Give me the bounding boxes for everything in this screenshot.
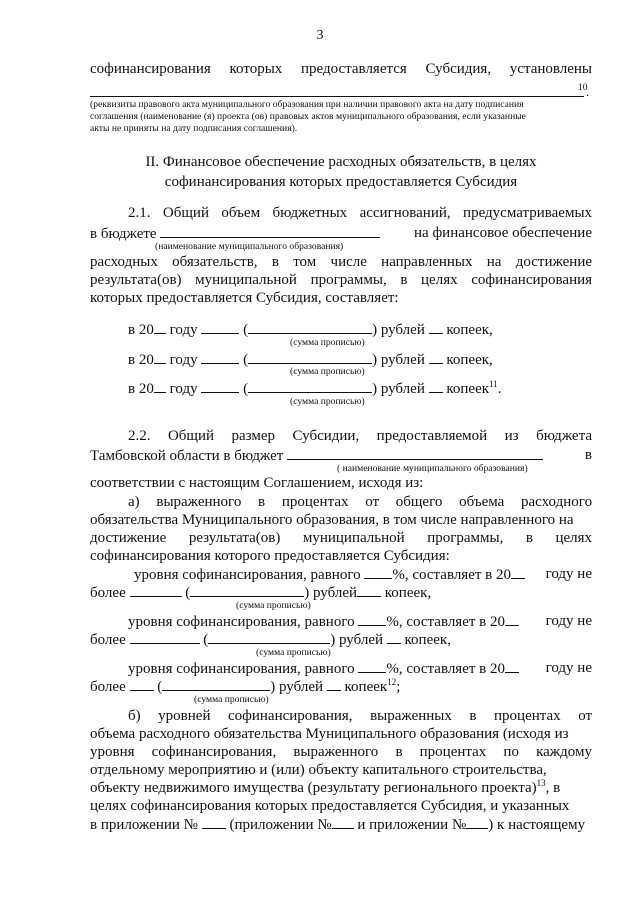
w: в bbox=[271, 254, 279, 270]
w: копеек bbox=[404, 632, 448, 648]
w: в бюджете bbox=[90, 226, 157, 242]
p22-a-line-4: софинансирования которого предоставляется Субсидия: bbox=[90, 548, 450, 564]
blank bbox=[364, 565, 392, 579]
w: софинансирования bbox=[90, 61, 211, 77]
w: . bbox=[497, 381, 502, 397]
w: на bbox=[486, 254, 502, 270]
w: году bbox=[169, 352, 198, 368]
w: копеек, bbox=[446, 352, 493, 368]
w: уровней bbox=[158, 708, 211, 724]
w: из bbox=[504, 428, 519, 444]
blank bbox=[190, 583, 304, 597]
w: целях bbox=[555, 530, 593, 546]
blank-budget bbox=[287, 446, 543, 460]
p22-line-3: соответствии с настоящим Соглашением, исходя из: bbox=[90, 475, 424, 491]
w: бюджета bbox=[536, 428, 592, 444]
caption-sum-1: (сумма прописью) bbox=[290, 337, 365, 348]
w: бюджетных bbox=[272, 205, 348, 221]
blank bbox=[429, 320, 443, 334]
w: размер bbox=[231, 428, 276, 444]
blank bbox=[248, 350, 372, 364]
blank bbox=[208, 630, 330, 644]
w: , в bbox=[545, 780, 561, 796]
w: в bbox=[395, 744, 403, 760]
w: ) рублей bbox=[372, 381, 425, 397]
blank bbox=[505, 659, 519, 673]
w: уровня софинансирования, равного bbox=[134, 567, 361, 583]
w: и приложении № bbox=[357, 817, 467, 833]
w: обязательств, bbox=[172, 254, 258, 270]
w: %, составляет в 20 bbox=[386, 661, 506, 677]
level-3-line-1 bbox=[128, 659, 592, 679]
w: расходного bbox=[521, 494, 593, 510]
p21-line-1 bbox=[128, 204, 592, 223]
blank bbox=[511, 565, 525, 579]
w: в bbox=[525, 530, 533, 546]
top-line-1 bbox=[90, 60, 592, 79]
w: году bbox=[169, 381, 198, 397]
blank bbox=[332, 815, 354, 829]
w: ) рублей bbox=[372, 352, 425, 368]
section-title-1: II. Финансовое обеспечение расходных обязательств, в целях bbox=[145, 154, 537, 170]
p22-line-1 bbox=[128, 427, 592, 446]
blank bbox=[505, 612, 519, 626]
w: от bbox=[365, 494, 380, 510]
w: копеек bbox=[446, 381, 490, 397]
w: каждому bbox=[536, 744, 592, 760]
p22-a-line-2: обязательства Муниципального образования, в том числе направленного на bbox=[90, 512, 574, 528]
w: объема bbox=[459, 494, 505, 510]
level-2-line-1 bbox=[128, 612, 592, 632]
w: Субсидии, bbox=[292, 428, 360, 444]
note-line-1: (реквизиты правового акта муниципального образования при наличии правового акта на дату подписания bbox=[90, 99, 524, 110]
w: достижение bbox=[90, 530, 167, 546]
w: объем bbox=[221, 205, 261, 221]
note-line-2: соглашения (наименование (я) проекта (ов) правовых актов муниципального образования, если указанные bbox=[90, 111, 526, 122]
w: софинансирования, bbox=[151, 744, 277, 760]
page-number: 3 bbox=[316, 28, 324, 43]
w: направленных bbox=[381, 254, 473, 270]
w: уровня софинансирования, равного bbox=[128, 661, 355, 677]
blank bbox=[130, 630, 200, 644]
amount-row-2: в 20 году ( ) рублей копеек, bbox=[128, 352, 493, 368]
w: более bbox=[90, 679, 126, 695]
blank bbox=[130, 583, 182, 597]
w: копеек, bbox=[446, 322, 493, 338]
w: 2.2. bbox=[128, 428, 151, 444]
footnote-ref-11: 11 bbox=[489, 379, 498, 389]
blank-budget bbox=[160, 224, 380, 238]
w: году bbox=[169, 322, 198, 338]
w: выраженных bbox=[370, 708, 452, 724]
w: Общий bbox=[167, 428, 215, 444]
w: а) bbox=[128, 494, 140, 510]
blank bbox=[154, 320, 166, 334]
blank bbox=[202, 815, 226, 829]
w: программы, bbox=[427, 530, 504, 546]
pb-line-4: отдельному мероприятию и (или) объекту капитального строительства, bbox=[90, 762, 547, 778]
p22-a-line-1 bbox=[128, 493, 592, 512]
w: от bbox=[578, 708, 593, 724]
w: муниципальной bbox=[302, 530, 405, 546]
w: предоставляется bbox=[301, 61, 407, 77]
w: результата(ов) bbox=[90, 272, 182, 288]
w: том bbox=[293, 254, 317, 270]
blank bbox=[130, 677, 154, 691]
w: которых bbox=[229, 61, 283, 77]
w: софинансирования bbox=[471, 272, 593, 288]
section-title-2: софинансирования которых предоставляется Субсидия bbox=[164, 174, 518, 190]
blank bbox=[466, 815, 488, 829]
w: объекту недвижимого имущества (результату регионального проекта) bbox=[90, 780, 537, 796]
dot: . bbox=[586, 84, 590, 99]
pb-line-5 bbox=[90, 779, 592, 798]
w: (приложении № bbox=[229, 817, 332, 833]
caption-sum-2: (сумма прописью) bbox=[290, 366, 365, 377]
w: муниципальной bbox=[195, 272, 297, 288]
w: копеек bbox=[344, 679, 388, 695]
w: процентах bbox=[494, 708, 561, 724]
w: общего bbox=[395, 494, 443, 510]
p22-a-line-3 bbox=[90, 529, 592, 548]
w: процентах bbox=[419, 744, 487, 760]
pb-line-3 bbox=[90, 743, 592, 762]
w: %, составляет в 20 bbox=[386, 614, 506, 630]
w: %, составляет в 20 bbox=[392, 567, 512, 583]
caption-sum-4: (сумма прописью) bbox=[236, 600, 311, 611]
p21-line-3 bbox=[90, 253, 592, 272]
blank bbox=[429, 379, 443, 393]
w: предоставляемой bbox=[376, 428, 488, 444]
w: ) рублей bbox=[372, 322, 425, 338]
w: ) рублей bbox=[270, 679, 324, 695]
w: копеек, bbox=[384, 585, 432, 601]
amount-row-3: в 20 году ( ) рублей копеек$^{11}$. bbox=[128, 379, 502, 397]
level-1-line-1 bbox=[134, 565, 592, 585]
level-1-line-2: более ( ) рублей копеек, bbox=[90, 585, 432, 601]
caption-sum-6: (сумма прописью) bbox=[194, 694, 269, 705]
w: в bbox=[258, 494, 266, 510]
w: в bbox=[400, 272, 408, 288]
w: выраженного bbox=[293, 744, 379, 760]
blank bbox=[162, 677, 270, 691]
blank bbox=[154, 350, 166, 364]
pb-line-7 bbox=[90, 815, 592, 835]
blank-line bbox=[90, 96, 584, 97]
blank bbox=[387, 630, 401, 644]
blank bbox=[248, 320, 372, 334]
level-2-line-2: более ( ) рублей копеек, bbox=[90, 632, 451, 648]
w: ; bbox=[396, 679, 401, 695]
blank bbox=[358, 612, 386, 626]
pb-line-1 bbox=[128, 707, 592, 726]
blank bbox=[201, 320, 239, 334]
p21-line-5: которых предоставляется Субсидия, составляет: bbox=[90, 290, 399, 306]
pb-line-2: объема расходного обязательства Муниципального образования (исходя из bbox=[90, 726, 569, 742]
footnote-ref-12: 12 bbox=[387, 677, 397, 687]
blank bbox=[358, 659, 386, 673]
w: результата(ов) bbox=[188, 530, 281, 546]
w: процентах bbox=[281, 494, 349, 510]
w: уровня bbox=[90, 744, 135, 760]
w: более bbox=[90, 585, 126, 601]
w: в 20 bbox=[128, 352, 154, 368]
w: , bbox=[447, 632, 451, 648]
w: ) рублей bbox=[330, 632, 384, 648]
w: уровня софинансирования, равного bbox=[128, 614, 355, 630]
caption-sum-3: (сумма прописью) bbox=[290, 396, 365, 407]
blank bbox=[201, 379, 239, 393]
blank bbox=[357, 583, 381, 597]
w: ассигнований, bbox=[359, 205, 451, 221]
blank bbox=[201, 350, 239, 364]
blank bbox=[429, 350, 443, 364]
note-line-3: акты не приняты на дату подписания соглашения). bbox=[90, 123, 298, 134]
w: программы, bbox=[310, 272, 387, 288]
pb-line-6: целях софинансирования которых предоставляется Субсидия, и указанных bbox=[90, 798, 570, 814]
caption-sum-5: (сумма прописью) bbox=[256, 647, 331, 658]
w: числе bbox=[330, 254, 367, 270]
w: софинансирования, bbox=[228, 708, 353, 724]
w: по bbox=[503, 744, 519, 760]
w: в bbox=[469, 708, 477, 724]
caption-mo-1: (наименование муниципального образования) bbox=[155, 241, 344, 252]
w: 2.1. bbox=[128, 205, 151, 221]
w: году не bbox=[545, 566, 592, 582]
w: достижение bbox=[515, 254, 593, 270]
w: выраженного bbox=[156, 494, 242, 510]
blank bbox=[248, 379, 372, 393]
w: году не bbox=[545, 613, 592, 629]
w: в 20 bbox=[128, 381, 154, 397]
w: на финансовое обеспечение bbox=[414, 225, 592, 241]
footnote-ref-13: 13 bbox=[536, 778, 546, 788]
w: Субсидия, bbox=[425, 61, 492, 77]
w: в приложении № bbox=[90, 817, 198, 833]
caption-mo-2: ( наименование муниципального образования) bbox=[337, 463, 528, 474]
w: Общий bbox=[162, 205, 209, 221]
w: более bbox=[90, 632, 126, 648]
w: б) bbox=[128, 708, 141, 724]
w: целях bbox=[421, 272, 458, 288]
p21-line-4 bbox=[90, 271, 592, 290]
blank bbox=[154, 379, 166, 393]
w: расходных bbox=[90, 254, 158, 270]
level-3-line-2: более ( ) рублей копеек$^{12}$; bbox=[90, 677, 401, 695]
w: году не bbox=[545, 660, 592, 676]
w: предусматриваемых bbox=[463, 205, 593, 221]
w: в 20 bbox=[128, 322, 154, 338]
w: ) рублей bbox=[304, 585, 358, 601]
blank bbox=[327, 677, 341, 691]
footnote-ref-10: 10 bbox=[578, 82, 588, 93]
w: Тамбовской области в бюджет bbox=[90, 448, 284, 464]
w: установлены bbox=[509, 61, 593, 77]
w: ) к настоящему bbox=[488, 817, 586, 833]
amount-row-1: в 20 году ( ) рублей копеек, bbox=[128, 322, 493, 338]
w: в bbox=[584, 447, 592, 463]
